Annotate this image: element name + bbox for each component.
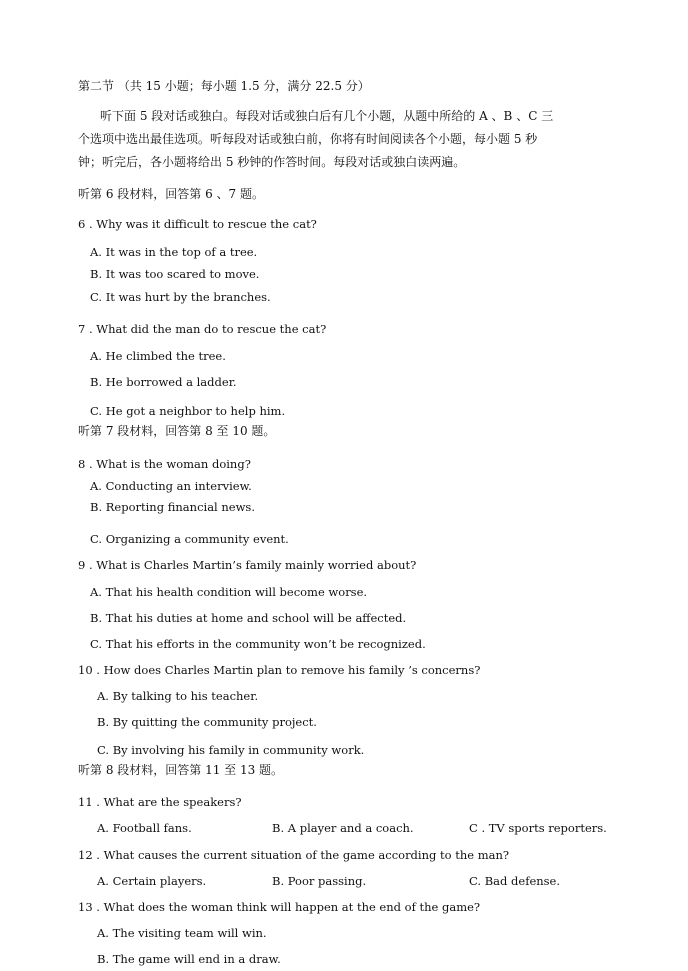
question-13-option-a: A. The visiting team will win. bbox=[97, 926, 267, 940]
question-9-option-c: C. That his efforts in the community won’t be recognized. bbox=[90, 637, 426, 651]
question-8-option-c: C. Organizing a community event. bbox=[90, 532, 289, 546]
question-11-option-a: A. Football fans. bbox=[97, 821, 192, 835]
question-8-option-a: A. Conducting an interview. bbox=[90, 479, 252, 493]
question-11-stem: 11 . What are the speakers? bbox=[78, 795, 242, 809]
question-12-stem: 12 . What causes the current situation of the game according to the man? bbox=[78, 848, 510, 862]
material-8-heading: 听第 8 段材料，回答第 11 至 13 题。 bbox=[78, 763, 284, 777]
question-12-option-a: A. Certain players. bbox=[97, 874, 207, 888]
question-13-stem: 13 . What does the woman think will happen at the end of the game? bbox=[78, 900, 481, 914]
section-title: 第二节 （共 15 小题；每小题 1.5 分，满分 22.5 分） bbox=[78, 79, 370, 93]
question-11-option-c: C . TV sports reporters. bbox=[469, 821, 607, 835]
question-8-option-b: B. Reporting financial news. bbox=[90, 500, 255, 514]
question-6-option-c: C. It was hurt by the branches. bbox=[90, 290, 271, 304]
question-6-option-a: A. It was in the top of a tree. bbox=[90, 245, 258, 259]
question-10-option-a: A. By talking to his teacher. bbox=[97, 689, 259, 703]
question-10-option-c: C. By involving his family in community work. bbox=[97, 743, 365, 757]
section-intro-line-3: 钟；听完后，各小题将给出 5 秒钟的作答时间。每段对话或独白读两遍。 bbox=[78, 155, 466, 169]
question-13-option-b: B. The game will end in a draw. bbox=[97, 952, 281, 966]
question-7-stem: 7 . What did the man do to rescue the cat? bbox=[78, 322, 327, 336]
question-10-stem: 10 . How does Charles Martin plan to remove his family ’s concerns? bbox=[78, 663, 481, 677]
section-intro-line-1: 听下面 5 段对话或独白。每段对话或独白后有几个小题，从题中所给的 A 、B 、C 三 bbox=[100, 109, 554, 123]
question-12-option-c: C. Bad defense. bbox=[469, 874, 561, 888]
question-12-option-b: B. Poor passing. bbox=[272, 874, 367, 888]
question-7-option-a: A. He climbed the tree. bbox=[90, 349, 226, 363]
question-9-option-b: B. That his duties at home and school will be affected. bbox=[90, 611, 407, 625]
question-6-option-b: B. It was too scared to move. bbox=[90, 267, 260, 281]
question-9-option-a: A. That his health condition will become worse. bbox=[90, 585, 368, 599]
question-8-stem: 8 . What is the woman doing? bbox=[78, 457, 251, 471]
question-6-stem: 6 . Why was it difficult to rescue the cat? bbox=[78, 217, 317, 231]
question-7-option-b: B. He borrowed a ladder. bbox=[90, 375, 237, 389]
question-11-option-b: B. A player and a coach. bbox=[272, 821, 414, 835]
question-9-stem: 9 . What is Charles Martin’s family mainly worried about? bbox=[78, 558, 417, 572]
question-10-option-b: B. By quitting the community project. bbox=[97, 715, 317, 729]
material-6-heading: 听第 6 段材料，回答第 6 、7 题。 bbox=[78, 187, 264, 201]
material-7-heading: 听第 7 段材料，回答第 8 至 10 题。 bbox=[78, 424, 276, 438]
section-intro-line-2: 个选项中选出最佳选项。听每段对话或独白前，你将有时间阅读各个小题，每小题 5 秒 bbox=[78, 132, 538, 146]
question-7-option-c: C. He got a neighbor to help him. bbox=[90, 404, 286, 418]
